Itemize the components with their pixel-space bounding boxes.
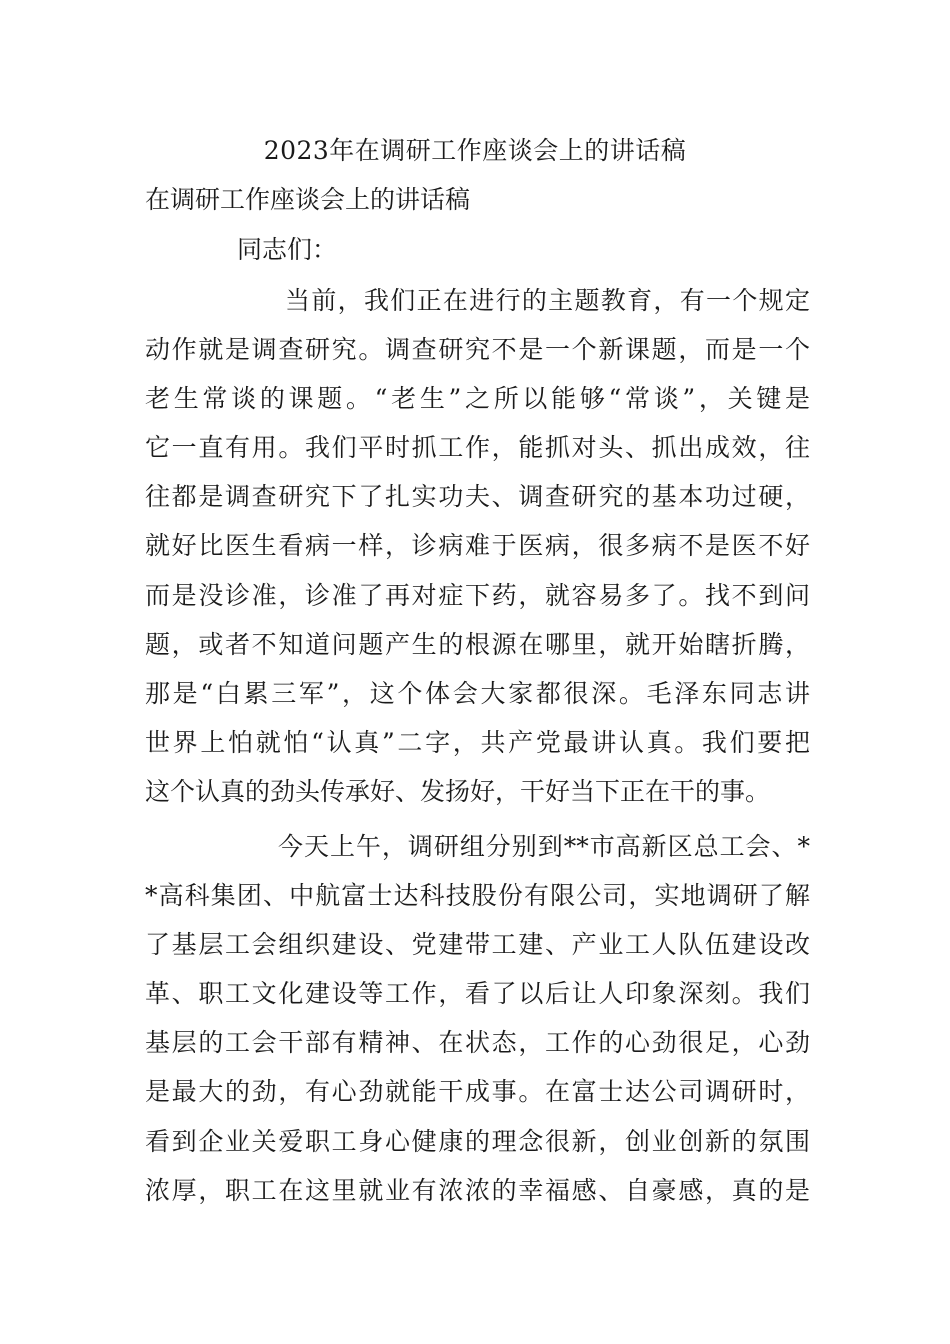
paragraph-line: 看到企业关爱职工身心健康的理念很新，创业创新的氛围 [145, 1126, 810, 1156]
paragraph-line: 老生常谈的课题。“老生”之所以能够“常谈”，关键是 [145, 384, 810, 414]
paragraph-line: *高科集团、中航富士达科技股份有限公司，实地调研了解 [145, 881, 810, 911]
paragraph-1 [145, 276, 810, 816]
paragraph-line: 就好比医生看病一样，诊病难于医病，很多病不是医不好 [145, 531, 810, 561]
paragraph-line: 革、职工文化建设等工作，看了以后让人印象深刻。我们 [145, 979, 810, 1009]
paragraph-line: 是最大的劲，有心劲就能干成事。在富士达公司调研时， [145, 1077, 810, 1107]
paragraph-line: 这个认真的劲头传承好、发扬好，干好当下正在干的事。 [145, 776, 771, 806]
paragraph-line: 它一直有用。我们平时抓工作，能抓对头、抓出成效，往 [145, 433, 810, 463]
greeting: 同志们： [237, 235, 338, 264]
paragraph-line: 浓厚，职工在这里就业有浓浓的幸福感、自豪感，真的是 [145, 1175, 810, 1205]
paragraph-line: 世界上怕就怕“认真”二字，共产党最讲认真。我们要把 [145, 727, 810, 757]
paragraph-line: 今天上午，调研组分别到**市高新区总工会、* [278, 832, 810, 861]
paragraph-line: 动作就是调查研究。调查研究不是一个新课题，而是一个 [145, 335, 810, 365]
document-subtitle: 在调研工作座谈会上的讲话稿 [145, 185, 471, 214]
paragraph-line: 基层的工会干部有精神、在状态，工作的心劲很足，心劲 [145, 1028, 810, 1058]
paragraph-line: 了基层工会组织建设、党建带工建、产业工人队伍建设改 [145, 930, 810, 960]
document-title: 2023年在调研工作座谈会上的讲话稿 [263, 136, 687, 165]
paragraph-line: 当前，我们正在进行的主题教育，有一个规定 [285, 286, 810, 315]
paragraph-2 [145, 822, 810, 1215]
paragraph-line: 而是没诊准，诊准了再对症下药，就容易多了。找不到问 [145, 580, 810, 610]
paragraph-line: 那是“白累三军”，这个体会大家都很深。毛泽东同志讲 [145, 678, 810, 708]
paragraph-line: 往都是调查研究下了扎实功夫、调查研究的基本功过硬， [145, 482, 810, 512]
paragraph-line: 题，或者不知道问题产生的根源在哪里，就开始瞎折腾， [145, 629, 810, 659]
